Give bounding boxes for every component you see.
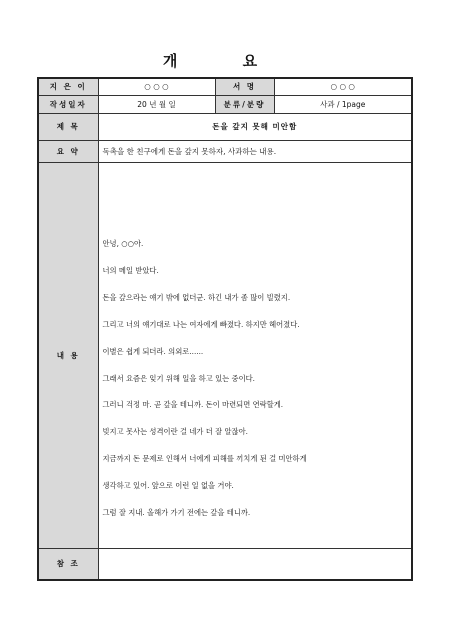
reference-row xyxy=(38,548,412,580)
content-line: 그러니 걱정 마. 곧 갚을 테니까. 돈이 마련되면 연락할게. xyxy=(102,400,284,410)
content-line: 빚지고 못사는 성격이란 걸 네가 더 잘 알잖아. xyxy=(102,427,248,437)
content-label: 내 용 xyxy=(38,162,98,548)
content-line: 생각하고 있어. 앞으로 이런 일 없을 거야. xyxy=(102,481,234,491)
signature-label: 서 명 xyxy=(215,78,274,95)
summary-row xyxy=(38,140,412,162)
summary-value: 독촉을 한 친구에게 돈을 갚지 못하자, 사과하는 내용. xyxy=(98,140,412,162)
subject-label: 제 목 xyxy=(38,113,98,140)
category-label: 분류/분량 xyxy=(215,95,274,113)
subject-value: 돈을 갚지 못해 미안함 xyxy=(98,113,412,140)
date-value: 20 년 월 일 xyxy=(98,95,215,113)
content-line: 너의 메일 받았다. xyxy=(102,265,159,275)
summary-label: 요 약 xyxy=(38,140,98,162)
category-value: 사과 / 1page xyxy=(274,95,412,113)
document-form-table xyxy=(37,77,413,581)
content-line: 이별은 쉽게 되더라. 의외로...... xyxy=(102,346,204,356)
content-line: 그래서 요즘은 잊기 위해 일을 하고 있는 중이다. xyxy=(102,373,255,383)
content-lines xyxy=(103,231,408,527)
date-row xyxy=(38,95,412,113)
content-line: 안녕, ○○아. xyxy=(102,239,144,249)
reference-label: 참 조 xyxy=(38,548,98,580)
content-line: 그럼 잘 지내. 올해가 가기 전에는 갚을 테니까. xyxy=(102,508,251,517)
date-label: 작성일자 xyxy=(38,95,98,113)
content-body xyxy=(98,162,412,548)
reference-value xyxy=(98,548,412,580)
author-value: ○ ○ ○ xyxy=(98,78,215,95)
document-title: 개 요 xyxy=(162,52,288,70)
content-line: 지금까지 돈 문제로 인해서 너에게 피해를 끼치게 된 걸 미안하게 xyxy=(102,454,307,464)
author-label: 지 은 이 xyxy=(38,78,98,95)
subject-row xyxy=(38,113,412,140)
content-row xyxy=(38,162,412,548)
content-line: 돈을 갚으라는 얘기 밖에 없더군. 하긴 내가 좀 많이 빌렸지. xyxy=(102,292,291,302)
content-line: 그리고 너의 얘기대로 나는 여자에게 빠졌다. 하지만 헤어졌다. xyxy=(102,319,300,329)
signature-value: ○ ○ ○ xyxy=(274,78,412,95)
author-row xyxy=(38,78,412,95)
